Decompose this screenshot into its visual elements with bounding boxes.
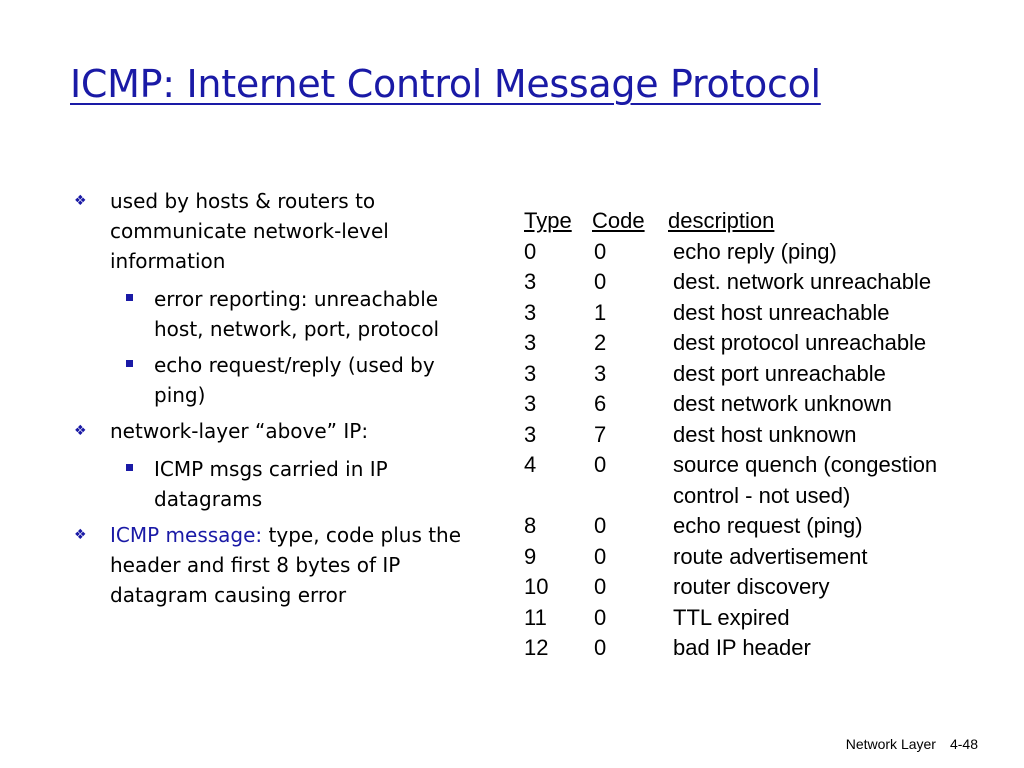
type-cell: 11	[524, 604, 547, 630]
type-cell: 12	[524, 635, 549, 660]
description-cell: dest host unknown	[673, 421, 857, 447]
description-cell: control - not used)	[673, 482, 851, 508]
code-cell: 2	[594, 330, 607, 355]
type-cell: 9	[524, 543, 537, 569]
code-cell: 0	[594, 513, 607, 538]
description-cell: dest network unknown	[673, 391, 892, 416]
code-cell: 3	[594, 360, 607, 386]
description-cell: echo request (ping)	[673, 513, 863, 538]
diamond-bullet-icon: ❖	[74, 193, 87, 209]
description-cell: dest port unreachable	[673, 360, 886, 386]
type-cell: 10	[524, 574, 549, 599]
description-cell: source quench (congestion	[673, 452, 938, 477]
footer-section: Network Layer	[845, 736, 936, 752]
icmp-message-label: ICMP message:	[110, 523, 263, 547]
bullet-text: network-layer “above” IP:	[110, 419, 369, 443]
description-cell: router discovery	[673, 574, 830, 599]
page-number: 4-48	[949, 736, 978, 752]
bullet-text: type, code plus the header and first 8 bytes of IP datagram causing error	[110, 523, 462, 607]
diamond-bullet-icon: ❖	[74, 423, 87, 439]
description-cell: dest. network unreachable	[673, 269, 932, 294]
bullet-item	[72, 416, 492, 446]
description-cell: TTL expired	[673, 604, 790, 630]
bullet-text: used by hosts & routers to communicate network-level information	[110, 189, 389, 273]
description-cell: dest protocol unreachable	[673, 330, 927, 355]
code-cell: 0	[594, 269, 607, 294]
bullet-list	[72, 186, 492, 618]
sub-bullet-text: error reporting: unreachable host, network, port, protocol	[154, 287, 440, 341]
code-cell: 7	[594, 421, 607, 447]
code-cell: 0	[594, 543, 607, 569]
type-cell: 8	[524, 513, 537, 538]
bullet-item	[72, 186, 492, 276]
header-description: description	[668, 208, 775, 233]
sub-bullet-item	[72, 284, 492, 344]
code-cell: 0	[594, 238, 607, 264]
code-cell: 1	[594, 299, 607, 325]
sub-bullet-item	[72, 350, 492, 410]
code-cell: 0	[594, 635, 607, 660]
sub-bullet-text: echo request/reply (used by ping)	[154, 353, 435, 407]
type-cell: 3	[524, 421, 537, 447]
type-cell: 3	[524, 299, 537, 325]
type-cell: 3	[524, 360, 537, 386]
diamond-bullet-icon: ❖	[74, 527, 87, 543]
square-bullet-icon	[126, 464, 133, 471]
type-cell: 4	[524, 452, 537, 477]
slide-title: ICMP: Internet Control Message Protocol	[70, 62, 821, 106]
code-cell: 6	[594, 391, 607, 416]
description-cell: dest host unreachable	[673, 299, 890, 325]
square-bullet-icon	[126, 360, 133, 367]
description-cell: echo reply (ping)	[673, 238, 837, 264]
code-cell: 0	[594, 574, 607, 599]
code-cell: 0	[594, 452, 607, 477]
description-cell: route advertisement	[673, 543, 868, 569]
type-cell: 3	[524, 269, 537, 294]
bullet-item	[72, 520, 492, 610]
slide-footer	[846, 736, 978, 752]
code-cell: 0	[594, 604, 607, 630]
type-cell: 0	[524, 238, 537, 264]
type-cell: 3	[524, 391, 537, 416]
type-cell: 3	[524, 330, 537, 355]
header-type: Type	[524, 208, 572, 233]
description-cell: bad IP header	[673, 635, 811, 660]
sub-bullet-item	[72, 454, 492, 514]
sub-bullet-text: ICMP msgs carried in IP datagrams	[154, 457, 388, 511]
square-bullet-icon	[126, 294, 133, 301]
header-code: Code	[592, 208, 645, 233]
